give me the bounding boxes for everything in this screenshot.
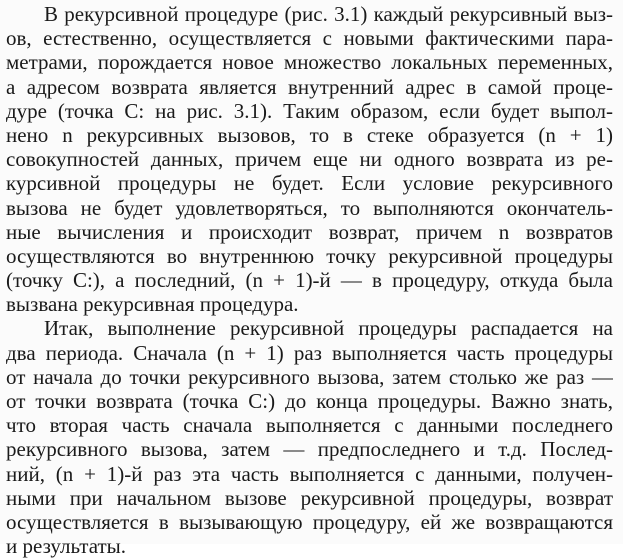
text-line: дуре (точка C: на рис. 3.1). Таким образом, если будет выпол- [6,98,613,123]
text-line: от точки возврата (точка C:) до конца процедуры. Важно знать, [6,389,613,413]
text-line: совокупностей данных, причем еще ни одного возврата из ре- [6,147,613,172]
text-line: метрами, порождается новое множество локальных переменных, [6,50,613,75]
text-line: Итак, выполнение рекурсивной процедуры распадается на [44,316,613,341]
text-line: В рекурсивной процедуре (рис. 3.1) каждый рекурсивный выз- [44,2,613,26]
text-line: (точку C:), а последний, (n + 1)-й — в процедуру, откуда была [6,268,613,293]
text-line: а адресом возврата является внутренний адрес в самой проце- [6,74,613,99]
text-line: вызова не будет удовлетворяться, то выполняются окончатель- [6,195,613,220]
text-line: ний, (n + 1)-й раз эта часть выполняется с данными, получен- [6,461,613,486]
text-line: от начала до точки рекурсивного вызова, затем столько же раз — [6,364,613,389]
paragraph-recursion-periods [6,316,613,558]
text-line: два периода. Сначала (n + 1) раз выполняется часть процедуры [6,340,613,365]
paragraph-recursion-calls [6,2,613,316]
text-line: рекурсивного вызова, затем — предпоследнего и т.д. Послед- [6,437,613,462]
text-line: и результаты. [6,534,127,558]
text-line: курсивной процедуры не будет. Если условие рекурсивного [6,171,613,196]
text-line: что вторая часть сначала выполняется с данными последнего [6,413,613,438]
text-line: ные вычисления и происходит возврат, причем n возвратов [6,219,613,244]
text-line: осуществляется в вызывающую процедуру, ей же возвращаются [6,509,613,534]
text-line: нено n рекурсивных вызовов, то в стеке образуется (n + 1) [6,122,613,147]
text-line: ов, естественно, осуществляется с новыми фактическими пара- [6,26,613,51]
text-line: вызвана рекурсивная процедура. [6,292,299,317]
text-line: ными при начальном вызове рекурсивной процедуры, возврат [6,485,613,510]
text-line: осуществляются во внутреннюю точку рекурсивной процедуры [6,243,613,268]
